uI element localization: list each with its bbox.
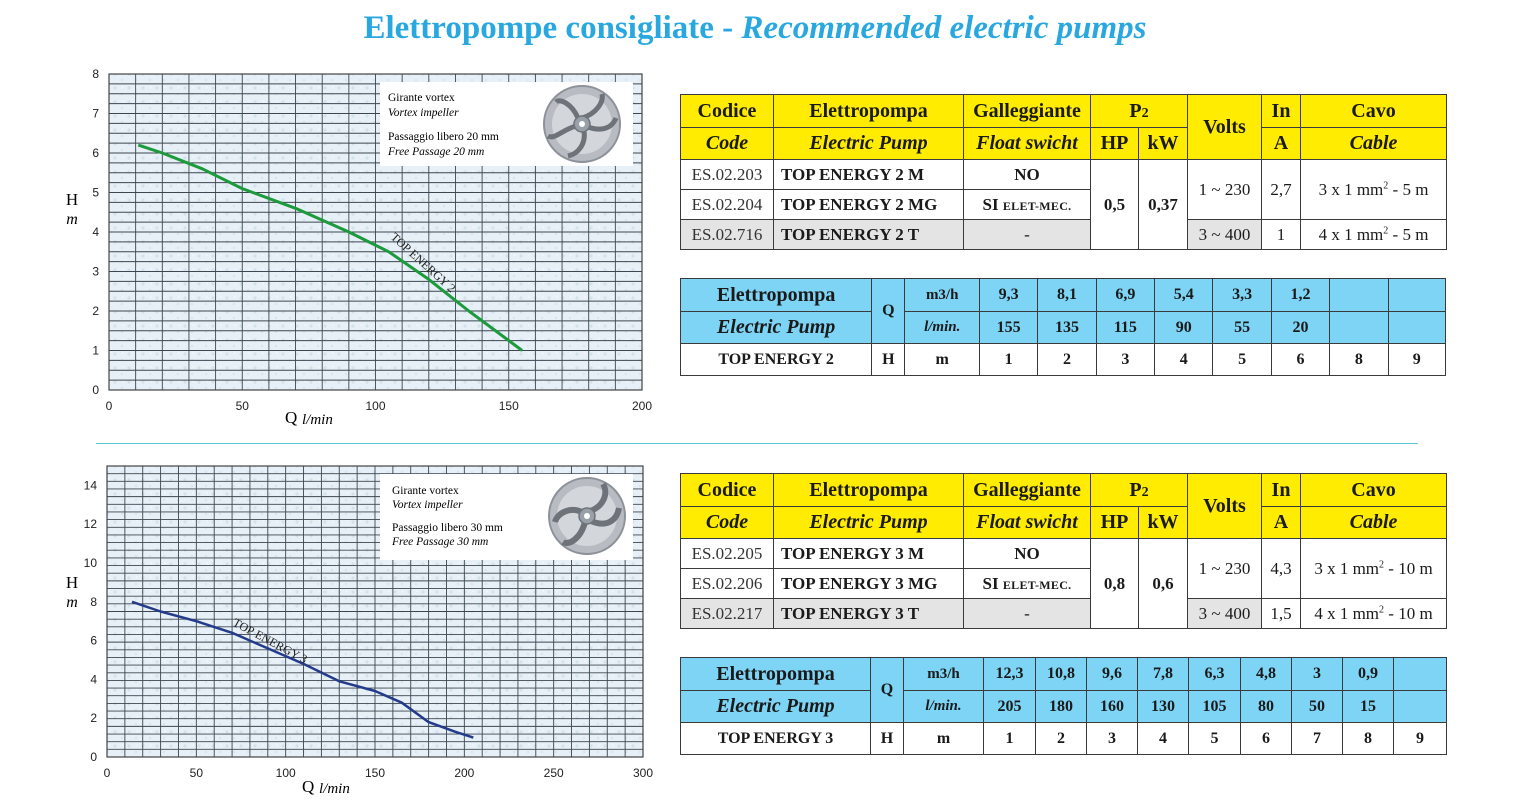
y-tick-label: 1 (92, 343, 99, 358)
m3h-cell: 0,9 (1343, 658, 1394, 691)
code-cell: ES.02.716 (681, 220, 774, 250)
header-in: In (1262, 474, 1301, 507)
y-tick-label: 10 (83, 556, 97, 570)
amp-cell: 2,7 (1262, 160, 1301, 220)
amp-cell: 1 (1262, 220, 1301, 250)
lmin-cell: 105 (1189, 691, 1241, 723)
x-tick-label: 50 (235, 399, 249, 413)
header-pump-en: Electric Pump (774, 507, 964, 539)
info-line-2: Vortex impeller (388, 107, 459, 119)
m3h-cell: 7,8 (1138, 658, 1189, 691)
amp-cell: 1,5 (1262, 599, 1301, 629)
code-cell: ES.02.205 (681, 539, 774, 569)
header-pump: Elettropompa (774, 474, 964, 507)
cable-cell: 3 x 1 $mm^2 - 5$ m (1301, 160, 1447, 220)
header-cable-en: Cable (1301, 128, 1447, 160)
table-row (681, 599, 1447, 629)
perf-h-unit: m (904, 723, 984, 755)
lmin-cell: 205 (984, 691, 1036, 723)
x-tick-label: 50 (189, 766, 204, 780)
y-axis-ticks (92, 67, 99, 397)
x-tick-label: 250 (543, 766, 564, 780)
lmin-cell: 55 (1213, 312, 1271, 344)
y-tick-label: 4 (90, 672, 97, 687)
perf-h-unit: m (905, 344, 979, 376)
head-cell: 8 (1330, 344, 1388, 376)
head-cell: 2 (1038, 344, 1096, 376)
curve-label-top-energy-2: TOP ENERGY 2 (387, 229, 459, 296)
y-tick-label: 4 (92, 225, 99, 239)
head-cell: 3 (1096, 344, 1154, 376)
lmin-cell (1388, 312, 1445, 344)
float-cell: SI ELET-MEC. (964, 569, 1091, 599)
head-cell: 6 (1271, 344, 1329, 376)
performance-table-top-energy-2 (680, 278, 1446, 376)
performance-table-top-energy-3 (680, 657, 1447, 755)
lmin-cell: 130 (1138, 691, 1189, 723)
x-tick-label: 200 (631, 399, 653, 413)
header-hp: HP (1091, 507, 1139, 539)
head-cell: 9 (1388, 344, 1445, 376)
head-cell: 4 (1138, 723, 1189, 755)
x-tick-label: 0 (103, 766, 111, 780)
impeller-info-box (380, 82, 633, 166)
float-cell: - (964, 220, 1091, 250)
lmin-cell (1394, 691, 1447, 723)
m3h-cell (1330, 279, 1388, 312)
m3h-cell: 12,3 (984, 658, 1036, 691)
kw-cell: 0,6 (1139, 539, 1188, 629)
header-code: Codice (681, 474, 774, 507)
x-axis-label: Q (302, 777, 315, 796)
perf-model: TOP ENERGY 2 (681, 344, 872, 376)
cable-cell: 4 x 1 $mm^2 - 5$ m (1301, 220, 1447, 250)
header-code-en: Code (681, 507, 774, 539)
pump-cell: TOP ENERGY 2 T (774, 220, 964, 250)
pump-cell: TOP ENERGY 3 T (774, 599, 964, 629)
info-line-4: Free Passage 30 mm (392, 536, 489, 548)
hp-cell: 0,8 (1091, 539, 1139, 629)
head-cell: 8 (1343, 723, 1394, 755)
table-row (681, 220, 1447, 250)
x-tick-label: 150 (364, 766, 386, 780)
lmin-cell: 50 (1292, 691, 1343, 723)
float-cell: SI ELET-MEC. (964, 190, 1091, 220)
info-line-4: Free Passage 20 mm (388, 146, 485, 158)
cable-cell: 3 x 1 $mm^2 - 10$ m (1301, 539, 1447, 599)
y-axis-unit: m (66, 594, 78, 611)
header-pump: Elettropompa (774, 95, 964, 128)
x-axis-ticks (104, 766, 654, 780)
perf-label-it: Elettropompa (681, 279, 872, 312)
y-tick-label: 8 (90, 594, 97, 609)
x-axis-ticks (106, 399, 653, 413)
header-kw: kW (1139, 507, 1188, 539)
info-line-2: Vortex impeller (392, 499, 463, 511)
header-p2: P2 (1091, 474, 1188, 507)
header-float-en: Float swicht (964, 507, 1091, 539)
m3h-cell: 9,3 (979, 279, 1037, 312)
y-tick-label: 2 (92, 304, 99, 318)
perf-model: TOP ENERGY 3 (681, 723, 871, 755)
y-tick-label: 6 (92, 146, 99, 160)
y-axis-label: H (65, 190, 79, 209)
header-in-en: A (1262, 507, 1301, 539)
pump-curve-chart-top-energy-3 (0, 460, 670, 810)
code-cell: ES.02.217 (681, 599, 774, 629)
perf-q-label: Q (872, 279, 905, 344)
y-tick-label: 0 (90, 750, 97, 764)
perf-label-it: Elettropompa (681, 658, 871, 691)
volts-cell: 3 ~ 400 (1188, 599, 1262, 629)
lmin-cell (1330, 312, 1388, 344)
float-cell: NO (964, 539, 1091, 569)
y-axis-label: H (65, 573, 79, 592)
x-tick-label: 100 (365, 399, 386, 413)
lmin-cell: 15 (1343, 691, 1394, 723)
head-cell: 1 (984, 723, 1036, 755)
y-tick-label: 2 (90, 711, 97, 726)
x-tick-label: 100 (275, 766, 296, 780)
y-tick-label: 6 (90, 633, 97, 648)
table-row (681, 539, 1447, 569)
volts-cell: 1 ~ 230 (1188, 160, 1262, 220)
header-p2: P2 (1091, 95, 1188, 128)
x-tick-label: 0 (105, 399, 113, 413)
table-row (681, 160, 1447, 190)
header-hp: HP (1091, 128, 1139, 160)
lmin-cell: 115 (1096, 312, 1154, 344)
header-float: Galleggiante (964, 95, 1091, 128)
m3h-cell: 9,6 (1087, 658, 1138, 691)
head-cell: 2 (1036, 723, 1087, 755)
header-float: Galleggiante (964, 474, 1091, 507)
header-float-en: Float swicht (964, 128, 1091, 160)
pump-cell: TOP ENERGY 3 MG (774, 569, 964, 599)
lmin-cell: 155 (979, 312, 1037, 344)
head-cell: 5 (1213, 344, 1271, 376)
impeller-info-box (380, 474, 633, 560)
y-tick-label: 0 (92, 383, 99, 397)
title-italian: Elettropompe consigliate - (363, 10, 742, 46)
head-cell: 7 (1292, 723, 1343, 755)
header-kw: kW (1139, 128, 1188, 160)
perf-q-label: Q (871, 658, 904, 723)
title-english: Recommended electric pumps (741, 10, 1147, 46)
spec-table-top-energy-3 (680, 473, 1447, 629)
m3h-cell: 8,1 (1038, 279, 1096, 312)
head-cell: 5 (1189, 723, 1241, 755)
header-volts: Volts (1188, 95, 1262, 160)
x-tick-label: 200 (454, 766, 475, 780)
header-code: Codice (681, 95, 774, 128)
x-axis-unit: l/min (302, 412, 333, 428)
header-cable: Cavo (1301, 474, 1447, 507)
kw-cell: 0,37 (1139, 160, 1188, 250)
amp-cell: 4,3 (1262, 539, 1301, 599)
info-line-3: Passaggio libero 20 mm (388, 131, 499, 143)
volts-cell: 1 ~ 230 (1188, 539, 1262, 599)
section-divider (96, 443, 1418, 444)
header-in-en: A (1262, 128, 1301, 160)
header-cable: Cavo (1301, 95, 1447, 128)
pump-cell: TOP ENERGY 3 M (774, 539, 964, 569)
y-tick-label: 3 (92, 264, 99, 279)
vortex-impeller-icon (549, 478, 625, 554)
code-cell: ES.02.206 (681, 569, 774, 599)
lmin-cell: 80 (1241, 691, 1292, 723)
y-tick-label: 12 (83, 517, 97, 532)
header-in: In (1262, 95, 1301, 128)
lmin-cell: 180 (1036, 691, 1087, 723)
x-axis-unit: l/min (319, 781, 350, 797)
header-code-en: Code (681, 128, 774, 160)
page-title (0, 10, 1510, 47)
y-tick-label: 8 (92, 67, 99, 81)
m3h-cell: 5,4 (1155, 279, 1213, 312)
cable-cell: 4 x 1 $mm^2 - 10$ m (1301, 599, 1447, 629)
spec-table-top-energy-2 (680, 94, 1447, 250)
x-tick-label: 300 (632, 766, 654, 780)
head-cell: 6 (1241, 723, 1292, 755)
header-pump-en: Electric Pump (774, 128, 964, 160)
m3h-cell: 10,8 (1036, 658, 1087, 691)
m3h-cell: 3 (1292, 658, 1343, 691)
y-tick-label: 7 (92, 106, 99, 121)
pump-cell: TOP ENERGY 2 MG (774, 190, 964, 220)
perf-label-en: Electric Pump (681, 312, 872, 344)
head-cell: 1 (979, 344, 1037, 376)
info-line-1: Girante vortex (392, 485, 459, 497)
head-cell: 4 (1155, 344, 1213, 376)
x-tick-label: 150 (498, 399, 519, 413)
perf-h-label: H (872, 344, 905, 376)
info-line-1: Girante vortex (388, 92, 455, 104)
perf-unit-m3h: m3/h (905, 279, 979, 312)
perf-label-en: Electric Pump (681, 691, 871, 723)
volts-cell: 3 ~ 400 (1188, 220, 1262, 250)
code-cell: ES.02.203 (681, 160, 774, 190)
perf-unit-lmin: l/min. (905, 312, 979, 344)
lmin-cell: 90 (1155, 312, 1213, 344)
y-tick-label: 5 (92, 185, 99, 200)
lmin-cell: 20 (1271, 312, 1329, 344)
m3h-cell: 6,9 (1096, 279, 1154, 312)
header-cable-en: Cable (1301, 507, 1447, 539)
pump-curve-chart-top-energy-2 (0, 62, 670, 434)
y-axis-ticks (84, 478, 98, 764)
m3h-cell: 3,3 (1213, 279, 1271, 312)
head-cell: 3 (1087, 723, 1138, 755)
float-cell: - (964, 599, 1091, 629)
lmin-cell: 135 (1038, 312, 1096, 344)
pump-cell: TOP ENERGY 2 M (774, 160, 964, 190)
code-cell: ES.02.204 (681, 190, 774, 220)
vortex-impeller-icon (544, 86, 620, 162)
perf-unit-m3h: m3/h (904, 658, 984, 691)
lmin-cell: 160 (1087, 691, 1138, 723)
m3h-cell: 4,8 (1241, 658, 1292, 691)
x-axis-label: Q (285, 408, 298, 427)
m3h-cell (1394, 658, 1447, 691)
hp-cell: 0,5 (1091, 160, 1139, 250)
m3h-cell (1388, 279, 1445, 312)
head-cell: 9 (1394, 723, 1447, 755)
header-volts: Volts (1188, 474, 1262, 539)
info-line-3: Passaggio libero 30 mm (392, 522, 503, 534)
m3h-cell: 1,2 (1271, 279, 1329, 312)
perf-h-label: H (871, 723, 904, 755)
curve-label-top-energy-3: TOP ENERGY 3 (230, 615, 310, 667)
perf-unit-lmin: l/min. (904, 691, 984, 723)
float-cell: NO (964, 160, 1091, 190)
y-axis-unit: m (66, 211, 78, 228)
m3h-cell: 6,3 (1189, 658, 1241, 691)
y-tick-label: 14 (83, 478, 97, 493)
